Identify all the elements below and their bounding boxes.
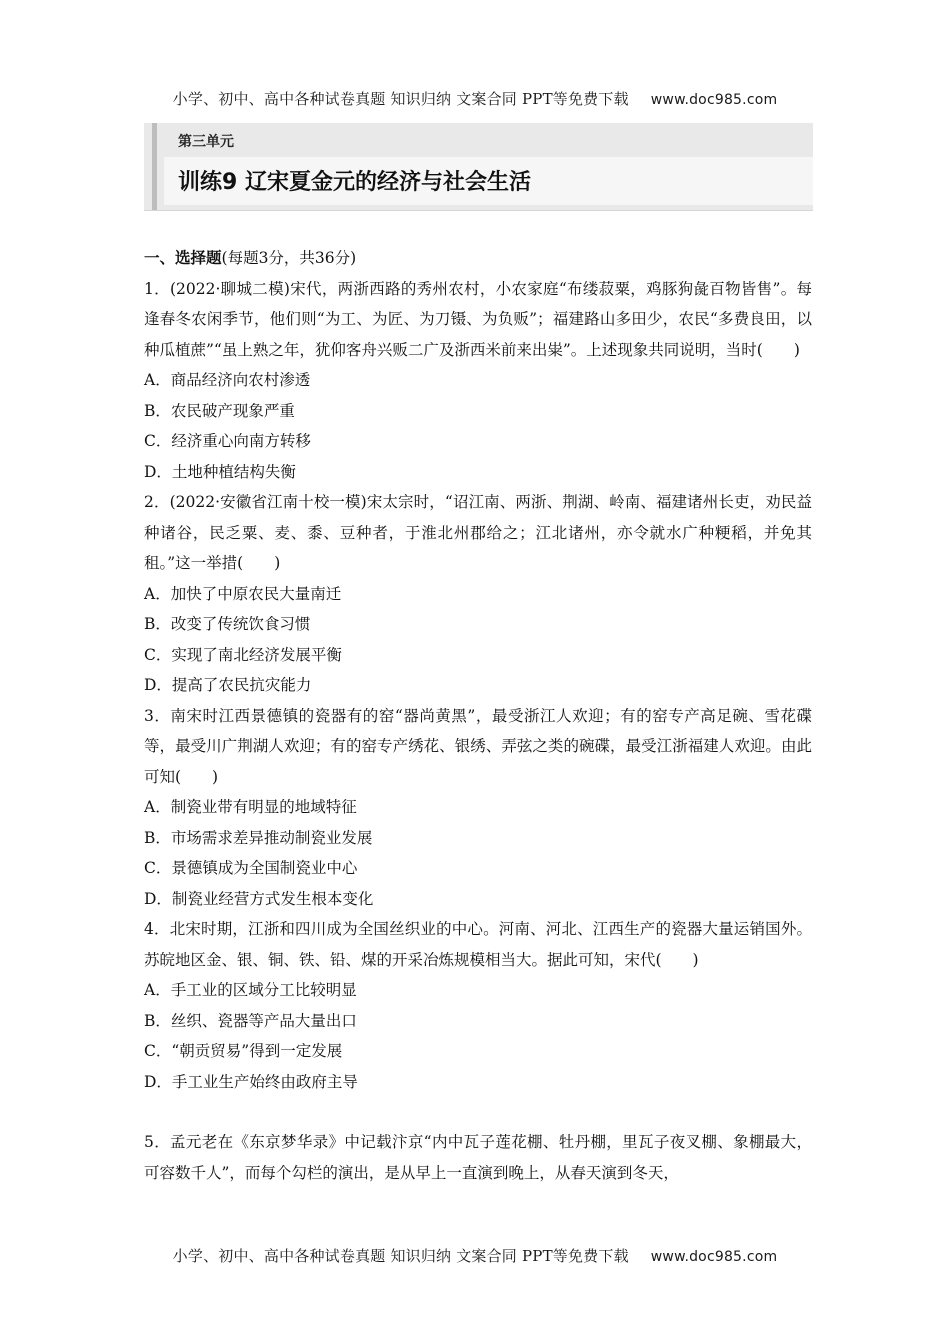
option-d: D．制瓷业经营方式发生根本变化	[144, 889, 374, 908]
option-b: B．农民破产现象严重	[144, 401, 295, 420]
question-5	[144, 1127, 812, 1188]
footer-text: 小学、初中、高中各种试卷真题 知识归纳 文案合同 PPT等免费下载	[172, 1247, 629, 1265]
option-a: A．手工业的区域分工比较明显	[144, 981, 357, 999]
question-stem: 1．(2022·聊城二模)宋代，两浙西路的秀州农村，小农家庭“布缕菽粟，鸡豚狗彘百物皆售”。每逢春冬农闲季节，他们则“为工、为匠、为刀镊、为负贩”；福建路山多田少，农民“多费良田，以种瓜植蔗”“虽上熟之年，犹仰客舟兴贩二广及浙西米前来出粜”。上述现象共同说明，当时( )	[144, 279, 812, 359]
question-1	[144, 274, 812, 488]
option-c: C．经济重心向南方转移	[144, 432, 311, 450]
option-a: A．商品经济向农村渗透	[144, 371, 311, 389]
unit-banner	[144, 123, 813, 211]
section-title: 一、选择题	[144, 249, 222, 267]
question-2	[144, 487, 812, 701]
option-d: D．提高了农民抗灾能力	[144, 676, 312, 694]
question-gap	[144, 1097, 812, 1127]
header-text: 小学、初中、高中各种试卷真题 知识归纳 文案合同 PPT等免费下载	[172, 90, 629, 108]
option-d: D．手工业生产始终由政府主导	[144, 1072, 358, 1091]
option-a: A．加快了中原农民大量南迁	[144, 584, 342, 603]
option-c: C．景德镇成为全国制瓷业中心	[144, 859, 358, 877]
section-note: (每题3分，共36分)	[221, 249, 357, 267]
footer-url[interactable]: www.doc985.com	[650, 1249, 778, 1265]
option-a: A．制瓷业带有明显的地域特征	[144, 798, 357, 816]
unit-label: 第三单元	[178, 134, 234, 150]
question-4	[144, 914, 812, 1097]
unit-title: 训练9 辽宋夏金元的经济与社会生活	[178, 170, 531, 195]
option-b: B．市场需求差异推动制瓷业发展	[144, 828, 373, 847]
unit-title-box	[164, 157, 813, 205]
option-c: C．实现了南北经济发展平衡	[144, 645, 342, 664]
page-header	[0, 88, 950, 109]
question-stem: 2．(2022·安徽省江南十校一模)宋太宗时，“诏江南、两浙、荆湖、岭南、福建诸州长吏，劝民益种诸谷，民乏粟、麦、黍、豆种者，于淮北州郡给之；江北诸州，亦令就水广种粳稻，并免其租。”这一举措( )	[144, 493, 812, 572]
header-url[interactable]: www.doc985.com	[650, 92, 778, 108]
section-heading	[144, 243, 812, 274]
option-c: C．“朝贡贸易”得到一定发展	[144, 1042, 343, 1060]
question-stem: 5．孟元老在《东京梦华录》中记载汴京“内中瓦子莲花棚、牡丹棚，里瓦子夜叉棚、象棚最大，可容数千人”，而每个勾栏的演出，是从早上一直演到晚上，从春天演到冬天，	[144, 1133, 812, 1182]
banner-accent-bar	[152, 123, 157, 210]
question-stem: 3．南宋时江西景德镇的瓷器有的窑“器尚黄黑”，最受浙江人欢迎；有的窑专产高足碗、雪花碟等，最受川广荆湖人欢迎；有的窑专产绣花、银绣、弄弦之类的碗碟，最受江浙福建人欢迎。由此可知( )	[144, 706, 812, 786]
option-b: B．丝织、瓷器等产品大量出口	[144, 1011, 357, 1030]
question-content	[144, 243, 812, 1188]
question-3	[144, 701, 812, 915]
question-stem: 4．北宋时期，江浙和四川成为全国丝织业的中心。河南、河北、江西生产的瓷器大量运销国外。苏皖地区金、银、铜、铁、铅、煤的开采冶炼规模相当大。据此可知，宋代( )	[144, 920, 812, 969]
option-d: D．土地种植结构失衡	[144, 462, 296, 481]
page-footer	[0, 1245, 950, 1266]
option-b: B．改变了传统饮食习惯	[144, 615, 311, 633]
